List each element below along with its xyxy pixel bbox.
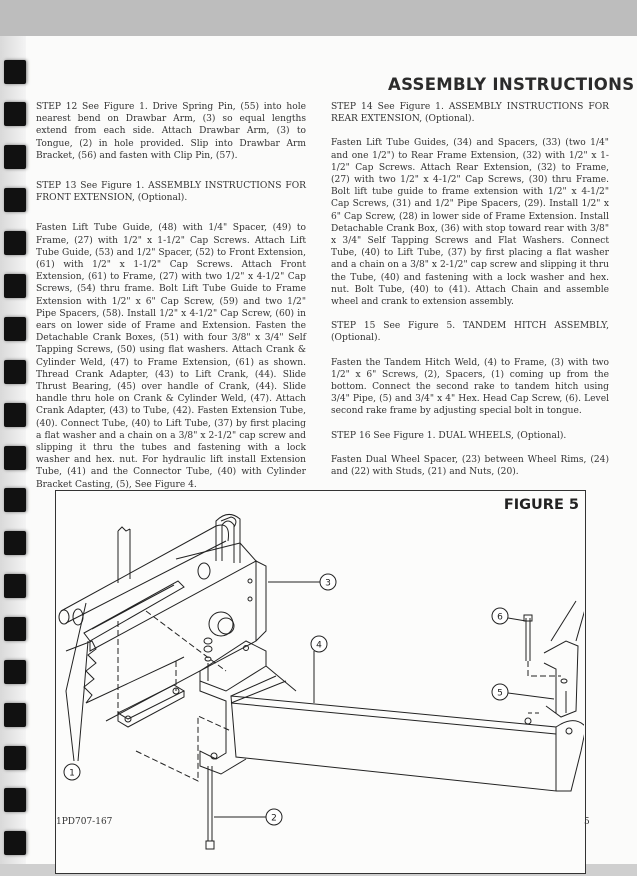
binding-hole-icon xyxy=(4,60,26,84)
binding-hole-icon xyxy=(4,574,26,598)
callout-5: 5 xyxy=(497,688,503,699)
binding-hole-icon xyxy=(4,231,26,255)
binding-hole-icon xyxy=(4,188,26,212)
page-number: 5 xyxy=(584,817,590,827)
document-number: 1PD707-167 xyxy=(56,817,113,827)
binding-hole-icon xyxy=(4,317,26,341)
binding-spine xyxy=(0,36,26,864)
step-15-text: Fasten the Tandem Hitch Weld, (4) to Frame, (3) with two 1/2" x 6" Screws, (2), Spacers, (1) coming up from the bottom. Connect the second rake to tandem hitch using 3/4" Pipe, (5) and 3/4" x 4" Hex. Head Cap Screw, (6). Level second rake frame by adjusting special bolt in tongue. xyxy=(331,357,609,417)
binding-hole-icon xyxy=(4,617,26,641)
callout-4: 4 xyxy=(316,640,322,651)
callout-1: 1 xyxy=(69,768,75,779)
callout-6: 6 xyxy=(497,612,503,623)
step-16-heading: STEP 16 See Figure 1. DUAL WHEELS, (Optional). xyxy=(331,430,567,441)
binding-hole-icon xyxy=(4,746,26,770)
scan-background-top xyxy=(0,0,637,36)
binding-hole-icon xyxy=(4,703,26,727)
step-12-text: STEP 12 See Figure 1. Drive Spring Pin, (55) into hole nearest bend on Drawbar Arm, (3) so equal lengths extend from each side. Attach Drawbar Arm, (3) to Tongue, (2) in hole provided. Slip into Drawbar Arm Bracket, (56) and fasten with Clip Pin, (57). xyxy=(36,102,306,161)
figure-5-diagram xyxy=(55,490,586,874)
right-column xyxy=(331,101,609,490)
binding-hole-icon xyxy=(4,102,26,126)
step-13-text: Fasten Lift Tube Guide, (48) with 1/4" Spacer, (49) to Frame, (27) with 1/2" x 1-1/2" Cap Screws. Attach Lift Tube Guide, (53) and 1/2" Spacer, (52) to Front Extension, (61) with 1/2" x 1-1/2" Cap Screws. Attach Front Extension, (61) to Frame, (27) with two 1/2" x 4-1/2" Cap Screws, (54) thru frame. Bolt Lift Tube Guide to Frame Extension with 1/2" x 6" Cap Screw, (59) and two 1/2" Pipe Spacers, (58). Install 1/2" x 4-1/2" Cap Screw, (60) in ears on lower side of Frame and Extension. Fasten the Detachable Crank Boxes, (51) with four 3/8" x 3/4" Self Tapping Screws, (50) using flat washers. Attach Crank & Cylinder Weld, (47) to Frame Extension, (61) as shown. Thread Crank Adapter, (43) to Lift Crank, (44). Slide Thrust Bearing, (45) over handle of Crank, (44). Slide handle thru hole on Crank & Cylinder Weld, (47). Attach Crank Adapter, (43) to Tube, (42). Fasten Extension Tube, (40). Connect Tube, (40) to Lift Tube, (37) by first placing a flat washer and a chain on a 3/8" x 2-1/2" cap screw and slipping it thru the tubes and fastening with a lock washer and hex. nut. For hydraulic lift install Extension Tube, (41) and the Connector Tube, (40) with Cylinder Bracket Casting, (5), See Figure 4. xyxy=(36,223,306,490)
step-15-heading: STEP 15 See Figure 5. TANDEM HITCH ASSEMBLY, (Optional). xyxy=(331,321,609,344)
binding-hole-icon xyxy=(4,360,26,384)
binding-hole-icon xyxy=(4,446,26,470)
callout-3: 3 xyxy=(325,578,331,589)
binding-hole-icon xyxy=(4,488,26,512)
tandem-hitch-illustration xyxy=(56,491,584,872)
step-14-heading: STEP 14 See Figure 1. ASSEMBLY INSTRUCTIONS FOR REAR EXTENSION, (Optional). xyxy=(331,102,609,125)
binding-hole-icon xyxy=(4,788,26,812)
binding-hole-icon xyxy=(4,403,26,427)
step-16-text: Fasten Dual Wheel Spacer, (23) between Wheel Rims, (24) and (22) with Studs, (21) and Nuts, (20). xyxy=(331,454,609,478)
step-14-text: Fasten Lift Tube Guides, (34) and Spacers, (33) (two 1/4" and one 1/2") to Rear Frame Extension, (32) with 1/2" x 1-1/2" Cap Screws. Attach Rear Extension, (32) to Frame, (27) with two 1/2" x 4-1/2" Cap Screws, (30) thru Frame. Bolt lift tube guide to frame extension with 1/2" x 4-1/2" Cap Screws, (31) and 1/2" Pipe Spacers, (29). Install 1/2" x 6" Cap Screw, (28) in lower side of Frame Extension. Install Detachable Crank Box, (36) with stop toward rear with 3/8" x 3/4" Self Tapping Screws and Flat Washers. Connect Tube, (40) to Lift Tube, (37) by first placing a flat washer and a chain on a 3/8" x 2-1/2" cap screw and slipping it thru the Tube, (40) and fastening with a lock washer and hex. nut. Bolt Tube, (40) to (41). Attach Chain and assemble wheel and crank to extension assembly. xyxy=(331,138,609,308)
binding-hole-icon xyxy=(4,274,26,298)
callout-2: 2 xyxy=(271,813,277,824)
binding-hole-icon xyxy=(4,660,26,684)
page-title: ASSEMBLY INSTRUCTIONS xyxy=(388,75,635,94)
binding-hole-icon xyxy=(4,145,26,169)
binding-hole-icon xyxy=(4,831,26,855)
left-column xyxy=(36,101,306,503)
figure-title: FIGURE 5 xyxy=(503,497,579,513)
step-13-heading: STEP 13 See Figure 1. ASSEMBLY INSTRUCTIONS FOR FRONT EXTENSION, (Optional). xyxy=(36,181,306,204)
binding-hole-icon xyxy=(4,531,26,555)
